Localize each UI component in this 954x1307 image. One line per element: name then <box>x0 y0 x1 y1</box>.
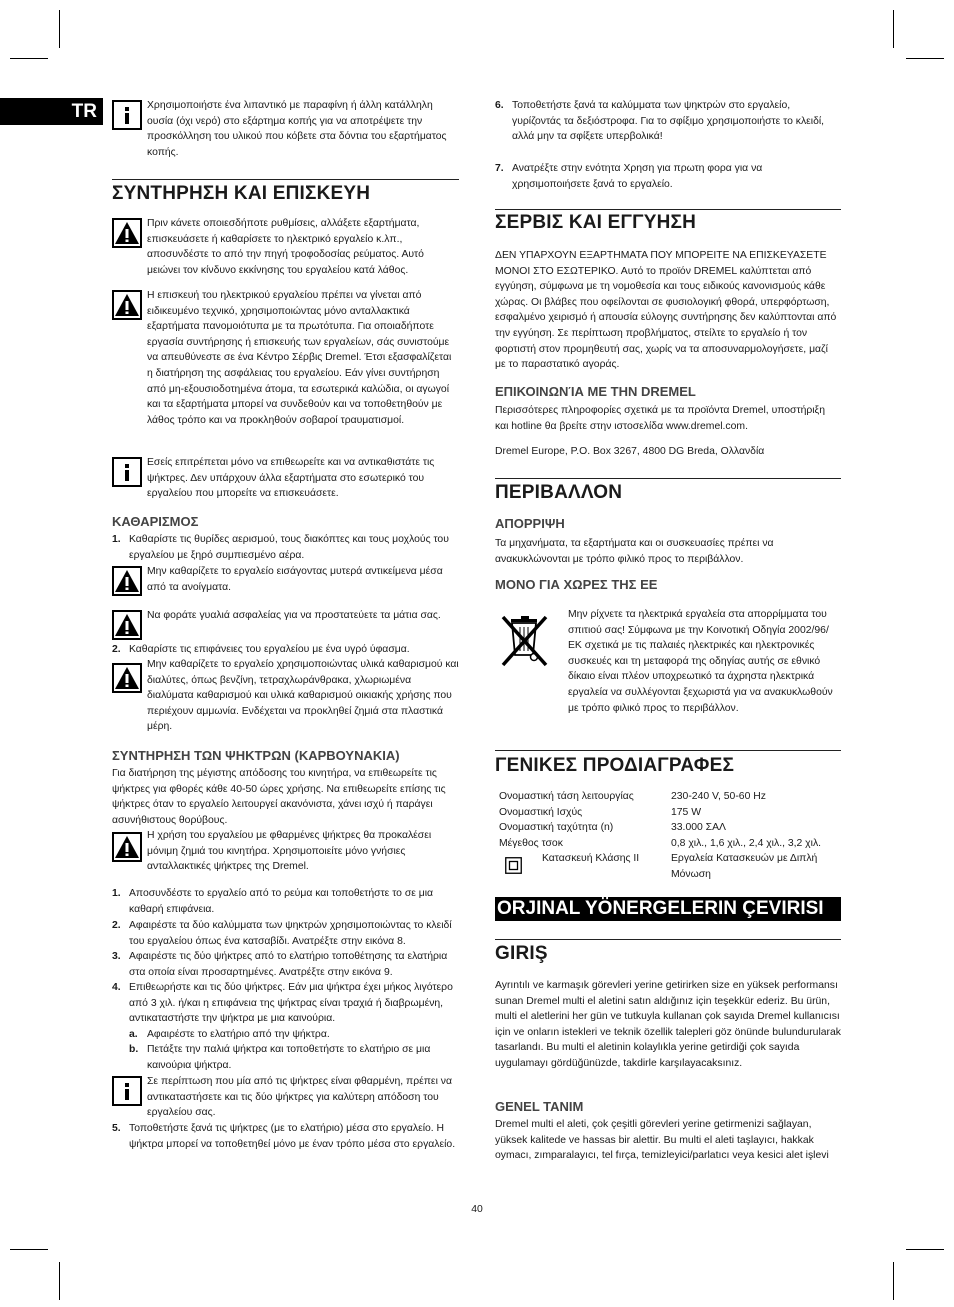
warning-icon <box>112 832 142 862</box>
subsection-title: ΚΑΘΑΡΙΣΜΟΣ <box>112 514 199 529</box>
list-item <box>112 918 459 949</box>
list-item <box>112 886 459 917</box>
crop-mark <box>893 10 894 48</box>
spec-label: Μέγεθος τσοκ <box>499 837 563 849</box>
divider <box>495 209 841 210</box>
subsection-title: GENEL TANIM <box>495 1099 584 1114</box>
spec-row <box>499 805 821 821</box>
warning-text: Μην καθαρίζετε το εργαλείο εισάγοντας μυτερά αντικείμενα μέσα από τα ανοίγματα. <box>147 566 443 593</box>
warning-icon <box>112 218 142 248</box>
item-text: Καθαρίστε τις θυρίδες αερισμού, τους διακόπτες και τους μοχλούς του εργαλείου με ξηρό συμπιεσμένο αέρα. <box>129 534 449 561</box>
info-text: Εσείς επιτρέπεται μόνο να επιθεωρείτε και να αντικαθιστάτε τις ψήκτρες. Δεν υπάρχουν άλλα εξαρτήματα στο εσωτερικό του εργαλείου που μπορείτε να επισκευάσετε. <box>147 457 435 500</box>
sub-list-item <box>112 1027 459 1043</box>
crop-mark <box>10 1249 48 1250</box>
item-letter: a. <box>129 1029 138 1040</box>
warning-text: Μην καθαρίζετε το εργαλείο χρησιμοποιώντας υλικά καθαρισμού και διαλύτες, όπως βενζίνη, τετραχλωράνθρακα, χλωριωμένα διαλύματα καθαρισμού και υλικά καθαρισμού οικιακής χρήσης που περιέχουν αμμωνία. Ενδέχεται να προκληθεί ζημιά στα πλαστικά μέρη. <box>147 659 459 733</box>
subsection-title: ΣΥΝΤΗΡΗΣΗ ΤΩΝ ΨΗΚΤΡΩΝ (ΚΑΡΒΟΥΝΑΚΙΑ) <box>112 748 400 763</box>
spec-value: 175 W <box>671 806 702 818</box>
item-text: Επιθεωρήστε και τις δύο ψήκτρες. Εάν μια ψήκτρα έχει μήκος λιγότερο από 3 χιλ. ή/και η επιφάνεια της ψήκτρας είναι τραχιά ή διαβρωμένη, αντικαταστήστε την ψήκτρα με μια καινούρια. <box>129 982 453 1025</box>
section-title: ΣΕΡΒΙΣ ΚΑΙ ΕΓΓΥΗΣΗ <box>495 212 697 233</box>
paragraph: ΔΕΝ ΥΠΑΡΧΟΥΝ ΕΞΑΡΤΗΜΑΤΑ ΠΟΥ ΜΠΟΡΕΙΤΕ ΝΑ ΕΠΙΣΚΕΥΑΣΕΤΕ ΜΟΝΟΙ ΣΤΟ ΕΣΩΤΕΡΙΚΟ. Αυτό το προϊόν DREMEL καλύπτεται από εγγύηση, σύμφωνα με τη νομοθεσία και τους ειδικούς κανονισμούς κάθε χώρας. Οι βλάβες που οφείλονται σε φυσιολογική φθορά, υπερφόρτωση, εσφαλμένο χειρισμό ή απουσία εύλογης συντήρησης δεν καλύπτονται από την εγγύηση. Σε περίπτωση προβλήματος, στείλτε το εργαλείο ή τον φορτιστή στον προμηθευτή σας, χωρίς να τα αποσυναρμολογήσετε, μαζί με το παραστατικό αγοράς. <box>495 250 837 371</box>
class2-icon <box>505 857 522 874</box>
item-number: 1. <box>112 534 121 545</box>
item-text: Αφαιρέστε τα δύο καλύμματα των ψηκτρών χρησιμοποιώντας το κλειδί του εργαλείου όπως ένα κατσαβίδι. Ανατρέξτε στην εικόνα 8. <box>129 920 452 947</box>
list-item <box>112 642 459 658</box>
class2-value: Εργαλεία Κατασκευών με Διπλή Μόνωση <box>671 853 818 880</box>
page-number: 40 <box>471 1204 483 1215</box>
subsection-title: ΕΠΙΚΟΙΝΩΝΊΑ ΜΕ ΤΗΝ DREMEL <box>495 384 696 399</box>
info-icon <box>112 100 142 130</box>
crop-mark <box>59 10 60 48</box>
subsection-title: ΑΠΟΡΡΙΨΗ <box>495 516 565 531</box>
divider <box>495 939 841 940</box>
address: Dremel Europe, P.O. Box 3267, 4800 DG Breda, Ολλανδία <box>495 446 765 457</box>
item-number: 4. <box>112 982 121 993</box>
translation-banner: ORJINAL YÖNERGELERIN ÇEVIRISI <box>495 897 841 921</box>
list-item <box>112 980 459 1027</box>
language-tab: TR <box>0 98 103 125</box>
spec-row <box>499 789 821 805</box>
item-number: 7. <box>495 163 504 174</box>
spec-label: Ονομαστική Ισχύς <box>499 806 583 818</box>
item-letter: b. <box>129 1044 139 1055</box>
item-text: Τοποθετήστε ξανά τις ψήκτρες (με το ελατήριο) μέσα στο εργαλείο. Η ψήκτρα μπορεί να τοποθετηθεί μόνο με έναν τρόπο μέσα στο εργαλείο. <box>129 1123 456 1150</box>
spec-label: Ονομαστική τάση λειτουργίας <box>499 791 634 802</box>
item-text: Καθαρίστε τις επιφάνειες του εργαλείου με ένα υγρό ύφασμα. <box>129 644 410 655</box>
crop-mark <box>906 58 944 59</box>
warning-icon <box>112 663 142 693</box>
eu-disposal-text: Μην ρίχνετε τα ηλεκτρικά εργαλεία στα απορρίμματα του σπιτιού σας! Σύμφωνα με την Κοινοτική Οδηγία 2002/96/ΕΚ σχετικά με τις παλαιές ηλεκτρικές και ηλεκτρονικές συσκευές και τη μεταφορά της οδηγίας αυτής σε εθνικό δίκαιο είναι πλέον υποχρεωτικό τα άχρηστα ηλεκτρικά εργαλεία να συλλέγονται ξεχωριστά για να ανακυκλωθούν με τρόπο φιλικό προς το περιβάλλον. <box>568 609 833 714</box>
section-title: ΠΕΡΙΒΑΛΛΟΝ <box>495 482 623 503</box>
warning-icon <box>112 566 142 596</box>
spec-value: 0,8 χιλ., 1,6 χιλ., 2,4 χιλ., 3,2 χιλ. <box>671 837 822 849</box>
item-text: Τοποθετήστε ξανά τα καλύμματα των ψηκτρών στο εργαλείο, γυρίζοντάς τα δεξιόστροφα. Για το σφίξιμο χρησιμοποιήστε το κλειδί, αλλά μην τα σφίξετε υπερβολικά! <box>512 100 825 143</box>
item-number: 1. <box>112 888 121 899</box>
warning-icon <box>112 610 142 640</box>
item-text: Ανατρέξτε στην ενότητα Χρηση για πρωτη φορα για να χρησιμοποιήσετε ξανά το εργαλείο. <box>512 163 763 190</box>
paragraph: Dremel multi el aleti, çok çeşitli görevleri yerine getirmenizi sağlayan, yüksek kalitede ve hassas bir alettir. Bu multi el aleti taşlayıcı, hakkak oymacı, zımparalayıcı, tel fırça, temizleyici/parlatıcı veya kesici alet işlevi <box>495 1119 829 1162</box>
warning-text: Να φοράτε γυαλιά ασφαλείας για να προστατεύετε τα μάτια σας. <box>147 610 441 621</box>
list-item <box>112 532 459 563</box>
crop-mark <box>10 58 48 59</box>
list-item <box>495 98 841 145</box>
warning-text: Πριν κάνετε οποιεσδήποτε ρυθμίσεις, αλλάξετε εξαρτήματα, επισκευάσετε ή καθαρίσετε το ηλεκτρικό εργαλείο κ.λπ., αποσυνδέστε το από την πηγή τροφοδοσίας ρεύματος. Αυτό μειώνει τον κίνδυνο εκκίνησης του εργαλείου κατά λάθος. <box>147 218 424 276</box>
paragraph: Ayrıntılı ve karmaşık görevleri yerine getirirken size en yüksek performansı sunan Dremel multi el aletini satın aldığınız için teşekkür ederiz. Bu ürün, multi el aletlerini her gün ve tutkuyla kullanan çok sayıda Dremel kullanıcısı için ve onların istekleri ve teknik özellik talepleri göz önünde bulundurularak tasarlandı. Bu multi el aletinin kolaylıkla yerine getirdiği çok sayıda uygulamayı gördüğünüzde, takdirle karşılayacaksınız. <box>495 980 841 1069</box>
section-title: ΣΥΝΤΗΡΗΣΗ ΚΑΙ ΕΠΙΣΚΕΥΗ <box>112 183 371 204</box>
spec-value: 230-240 V, 50-60 Hz <box>671 791 766 802</box>
item-number: 2. <box>112 920 121 931</box>
item-number: 5. <box>112 1123 121 1134</box>
divider <box>495 478 841 479</box>
crop-mark <box>893 1262 894 1300</box>
info-text: Σε περίπτωση που μία από τις ψήκτρες είναι φθαρμένη, πρέπει να αντικαταστήσετε και τις δύο ψήκτρες για καλύτερη απόδοση του εργαλείου σας. <box>147 1076 452 1119</box>
specs-table <box>499 789 821 851</box>
spec-row <box>499 820 821 836</box>
weee-bin-icon <box>500 613 550 669</box>
divider <box>112 179 459 180</box>
item-number: 2. <box>112 644 121 655</box>
divider <box>495 750 841 751</box>
warning-text: Η επισκευή του ηλεκτρικού εργαλείου πρέπει να γίνεται από ειδικευμένο τεχνικό, χρησιμοποιώντας μόνο ανταλλακτικά εξαρτήματα πανομοιότυπα με τα πρωτότυπα. Για οποιαδήποτε εργασία συντήρησης ή επισκευής των εργαλείων, σάς συνιστούμε να απευθύνεστε σε ένα Κέντρο Σέρβις Dremel. Έτσι εξασφαλίζεται η διατήρηση της ασφάλειας του εργαλείου. Εάν γίνει συντήρηση από μη-εξουσιοδοτημένα άτομα, τα εσωτερικά καλώδια, οι αγωγοί και τα εξαρτήματα μπορεί να συνδεθούν και να τοποθετηθούν με λάθος τρόπο και να προκληθούν σοβαροί τραυματισμοί. <box>147 290 452 426</box>
crop-mark <box>906 1249 944 1250</box>
section-title: ΓΕΝΙΚΕΣ ΠΡΟΔΙΑΓΡΑΦΕΣ <box>495 755 735 776</box>
crop-mark <box>59 1262 60 1300</box>
warning-icon <box>112 290 142 320</box>
note-text: Χρησιμοποιήστε ένα λιπαντικό με παραφίνη ή άλλη κατάλληλη ουσία (όχι νερό) στο εξάρτημα κοπής για να αποτρέψετε την προσκόλληση του υλικού που κόβετε στα δόντια του εξαρτήματος κοπής. <box>147 100 447 158</box>
section-title: GIRIŞ <box>495 943 548 964</box>
item-text: Αφαιρέστε τις δύο ψήκτρες από το ελατήριο τοποθέτησης τα ελατήρια στα οποία είναι προσαρτημένες. Ανατρέξτε στην εικόνα 9. <box>129 951 448 978</box>
item-text: Αποσυνδέστε το εργαλείο από το ρεύμα και τοποθετήστε το σε μια καθαρή επιφάνεια. <box>129 888 434 915</box>
info-icon <box>112 1076 142 1106</box>
item-text: Αφαιρέστε το ελατήριο από την ψήκτρα. <box>147 1029 330 1040</box>
class2-label: Κατασκευή Κλάσης II <box>542 853 640 864</box>
info-icon <box>112 457 142 487</box>
warning-text: Η χρήση του εργαλείου με φθαρμένες ψήκτρες θα προκαλέσει μόνιμη ζημιά του κινητήρα. Χρησιμοποιείτε μόνο γνήσιες ανταλλακτικές ψήκτρες της Dremel. <box>147 830 432 873</box>
sub-list-item <box>112 1042 459 1073</box>
list-item <box>112 1121 459 1152</box>
item-number: 3. <box>112 951 121 962</box>
paragraph: Για διατήρηση της μέγιστης απόδοσης του κινητήρα, να επιθεωρείτε τις ψήκτρες για φθορές κάθε 40-50 ώρες χρήσης. Να επιθεωρείτε επίσης τις ψήκτρες όταν το εργαλείο λειτουργεί ακανόνιστα, χάνει ισχύ ή παράγει ασυνήθιστους θορύβους. <box>112 768 446 826</box>
paragraph: Περισσότερες πληροφορίες σχετικά με τα προϊόντα Dremel, υποστήριξη και hotline θα βρείτε στην ιστοσελίδα www.dremel.com. <box>495 405 825 432</box>
spec-row <box>499 836 821 852</box>
subsection-title: ΜΟΝΟ ΓΙΑ ΧΩΡΕΣ ΤΗΣ ΕΕ <box>495 577 658 592</box>
list-item <box>112 949 459 980</box>
item-text: Πετάξτε την παλιά ψήκτρα και τοποθετήστε το ελατήριο σε μια καινούρια ψήκτρα. <box>147 1044 431 1071</box>
spec-value: 33.000 ΣΑΛ <box>671 822 726 834</box>
spec-label: Ονομαστική ταχύτητα (n) <box>499 822 614 834</box>
list-item <box>495 161 841 192</box>
paragraph: Τα μηχανήματα, τα εξαρτήματα και οι συσκευασίες πρέπει να ανακυκλώνονται με τρόπο φιλικό προς το περιβάλλον. <box>495 538 774 565</box>
item-number: 6. <box>495 100 504 111</box>
